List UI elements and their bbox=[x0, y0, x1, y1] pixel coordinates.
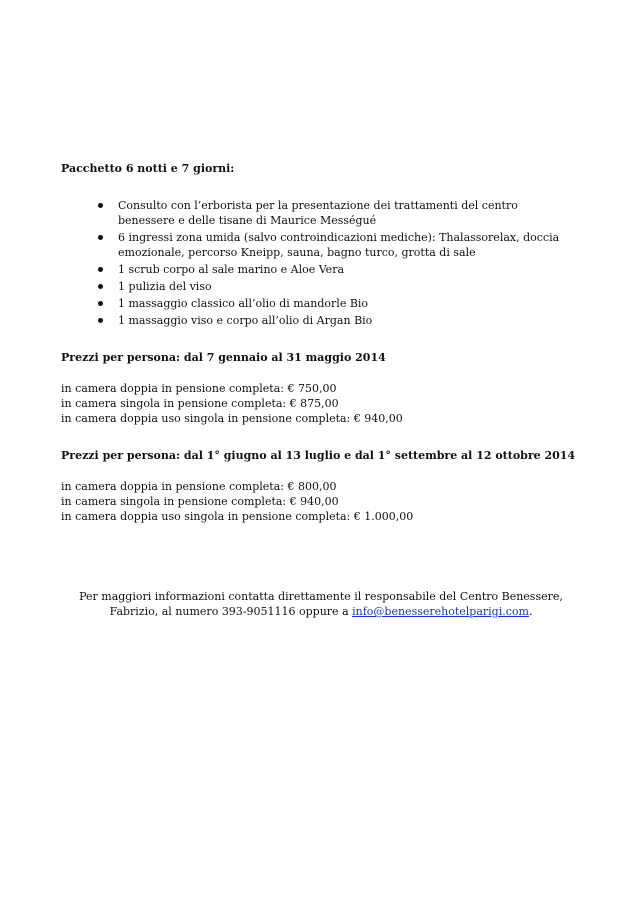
package-item-text: 1 pulizia del viso bbox=[118, 280, 212, 293]
package-item-text: Consulto con l’erborista per la presentazione dei trattamenti del centro benessere e delle tisane di Maurice Mességué bbox=[118, 199, 518, 227]
package-item bbox=[61, 279, 581, 294]
document-content bbox=[61, 161, 581, 546]
bullet-icon bbox=[98, 318, 103, 323]
bullet-icon bbox=[98, 301, 103, 306]
prices-period-2 bbox=[61, 448, 581, 524]
package-items-list bbox=[61, 198, 581, 328]
price-line: in camera doppia uso singola in pensione completa: € 1.000,00 bbox=[61, 510, 414, 523]
bullet-icon bbox=[98, 267, 103, 272]
bullet-icon bbox=[98, 203, 103, 208]
bullet-icon bbox=[98, 235, 103, 240]
package-item-text: 1 scrub corpo al sale marino e Aloe Vera bbox=[118, 263, 345, 276]
price-line: in camera singola in pensione completa: € 875,00 bbox=[61, 397, 339, 410]
package-item-text: 1 massaggio classico all’olio di mandorle Bio bbox=[118, 297, 369, 310]
price-line: in camera doppia in pensione completa: € 750,00 bbox=[61, 382, 337, 395]
contact-paragraph bbox=[61, 589, 581, 619]
bullet-icon bbox=[98, 284, 103, 289]
package-item bbox=[61, 198, 581, 228]
price-line: in camera doppia uso singola in pensione completa: € 940,00 bbox=[61, 412, 403, 425]
package-item-text: 6 ingressi zona umida (salvo controindicazioni mediche): Thalassorelax, doccia emozionale, percorso Kneipp, sauna, bagno turco, grotta di sale bbox=[118, 231, 560, 259]
prices-period-2-heading: Prezzi per persona: dal 1° giugno al 13 luglio e dal 1° settembre al 12 ottobre 2014 bbox=[61, 449, 576, 462]
email-link[interactable]: info@benesserehotelparigi.com bbox=[352, 605, 529, 618]
package-item bbox=[61, 230, 581, 260]
contact-text-end: . bbox=[528, 605, 533, 618]
prices-period-1 bbox=[61, 350, 581, 426]
prices-period-1-heading: Prezzi per persona: dal 7 gennaio al 31 maggio 2014 bbox=[61, 351, 386, 364]
package-title: Pacchetto 6 notti e 7 giorni: bbox=[61, 162, 235, 175]
contact-text: Per maggiori informazioni contatta direttamente il responsabile del Centro Benessere, Fabrizio, al numero 393-9051116 oppure a bbox=[79, 590, 563, 618]
price-line: in camera doppia in pensione completa: € 800,00 bbox=[61, 480, 337, 493]
package-item bbox=[61, 262, 581, 277]
package-item-text: 1 massaggio viso e corpo all’olio di Argan Bio bbox=[118, 314, 373, 327]
package-item bbox=[61, 313, 581, 328]
package-item bbox=[61, 296, 581, 311]
price-line: in camera singola in pensione completa: € 940,00 bbox=[61, 495, 339, 508]
